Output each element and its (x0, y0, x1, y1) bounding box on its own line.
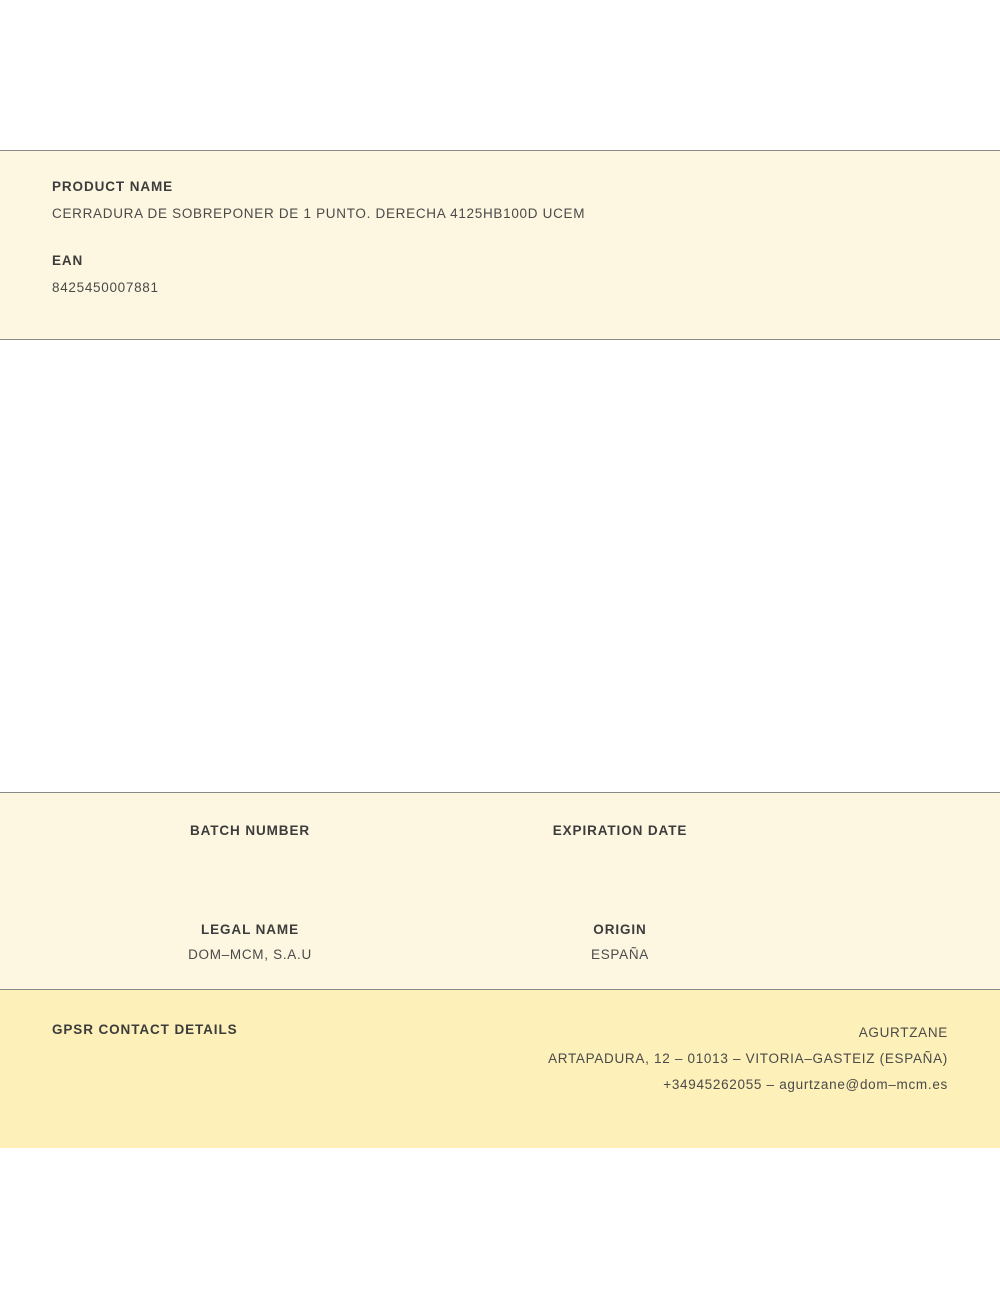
origin-value: ESPAÑA (591, 947, 649, 962)
batch-legal-section (0, 792, 1000, 990)
batch-number-field (0, 823, 500, 864)
expiration-date-value (500, 848, 740, 864)
gpsr-contact-section (0, 990, 1000, 1148)
legal-name-value: DOM–MCM, S.A.U (188, 947, 312, 962)
ean-field (52, 253, 948, 295)
ean-label: EAN (52, 253, 84, 268)
gpsr-contact-name: AGURTZANE (858, 1025, 948, 1040)
product-name-field (52, 179, 948, 221)
product-info-section (0, 150, 1000, 340)
legal-name-field (0, 922, 500, 963)
expiration-date-label: EXPIRATION DATE (552, 823, 688, 838)
batch-number-label: BATCH NUMBER (189, 823, 311, 838)
expiration-date-field (500, 823, 1000, 864)
gpsr-contact-address: ARTAPADURA, 12 – 01013 – VITORIA–GASTEIZ (ESPAÑA) (548, 1051, 948, 1066)
gpsr-contact-title: GPSR CONTACT DETAILS (52, 1022, 238, 1037)
ean-value: 8425450007881 (52, 280, 159, 295)
product-name-value: CERRADURA DE SOBREPONER DE 1 PUNTO. DERECHA 4125HB100D UCEM (52, 206, 586, 221)
bottom-spacer (0, 1148, 1000, 1300)
row-spacer (0, 864, 1000, 922)
origin-field (500, 922, 1000, 963)
gpsr-contact-lines (548, 1020, 948, 1098)
legal-origin-row (0, 922, 1000, 963)
product-name-label: PRODUCT NAME (52, 179, 174, 194)
top-spacer (0, 0, 1000, 150)
batch-number-value (0, 848, 500, 864)
gpsr-contact-phone-email: +34945262055 – agurtzane@dom–mcm.es (663, 1077, 948, 1092)
legal-name-label: LEGAL NAME (200, 922, 299, 937)
batch-expiration-row (0, 823, 1000, 864)
origin-label: ORIGIN (593, 922, 647, 937)
blank-middle-area (0, 340, 1000, 792)
